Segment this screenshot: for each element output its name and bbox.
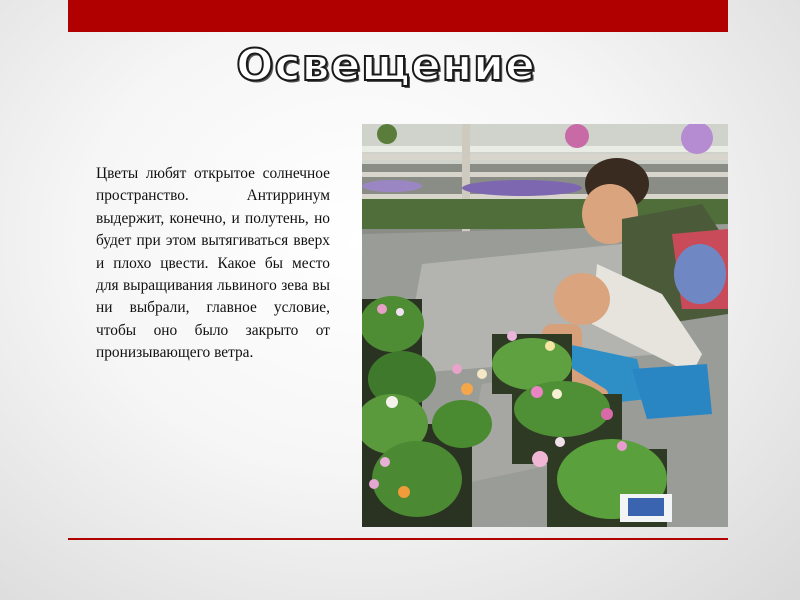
top-accent-bar — [68, 0, 728, 32]
body-text: Цветы любят открытое солнечное пространство. Антирринум выдержит, конечно, и полутень, но будет при этом вытягиваться вверх и плохо цвести. Какое бы место для выращивания львиного зева вы ни выбрали, главное условие, чтобы оно было закрыто от пронизывающего ветра. — [96, 165, 330, 362]
greenhouse-photo — [362, 124, 728, 527]
bottom-accent-line — [68, 538, 728, 540]
slide-title: Освещение — [236, 40, 536, 91]
